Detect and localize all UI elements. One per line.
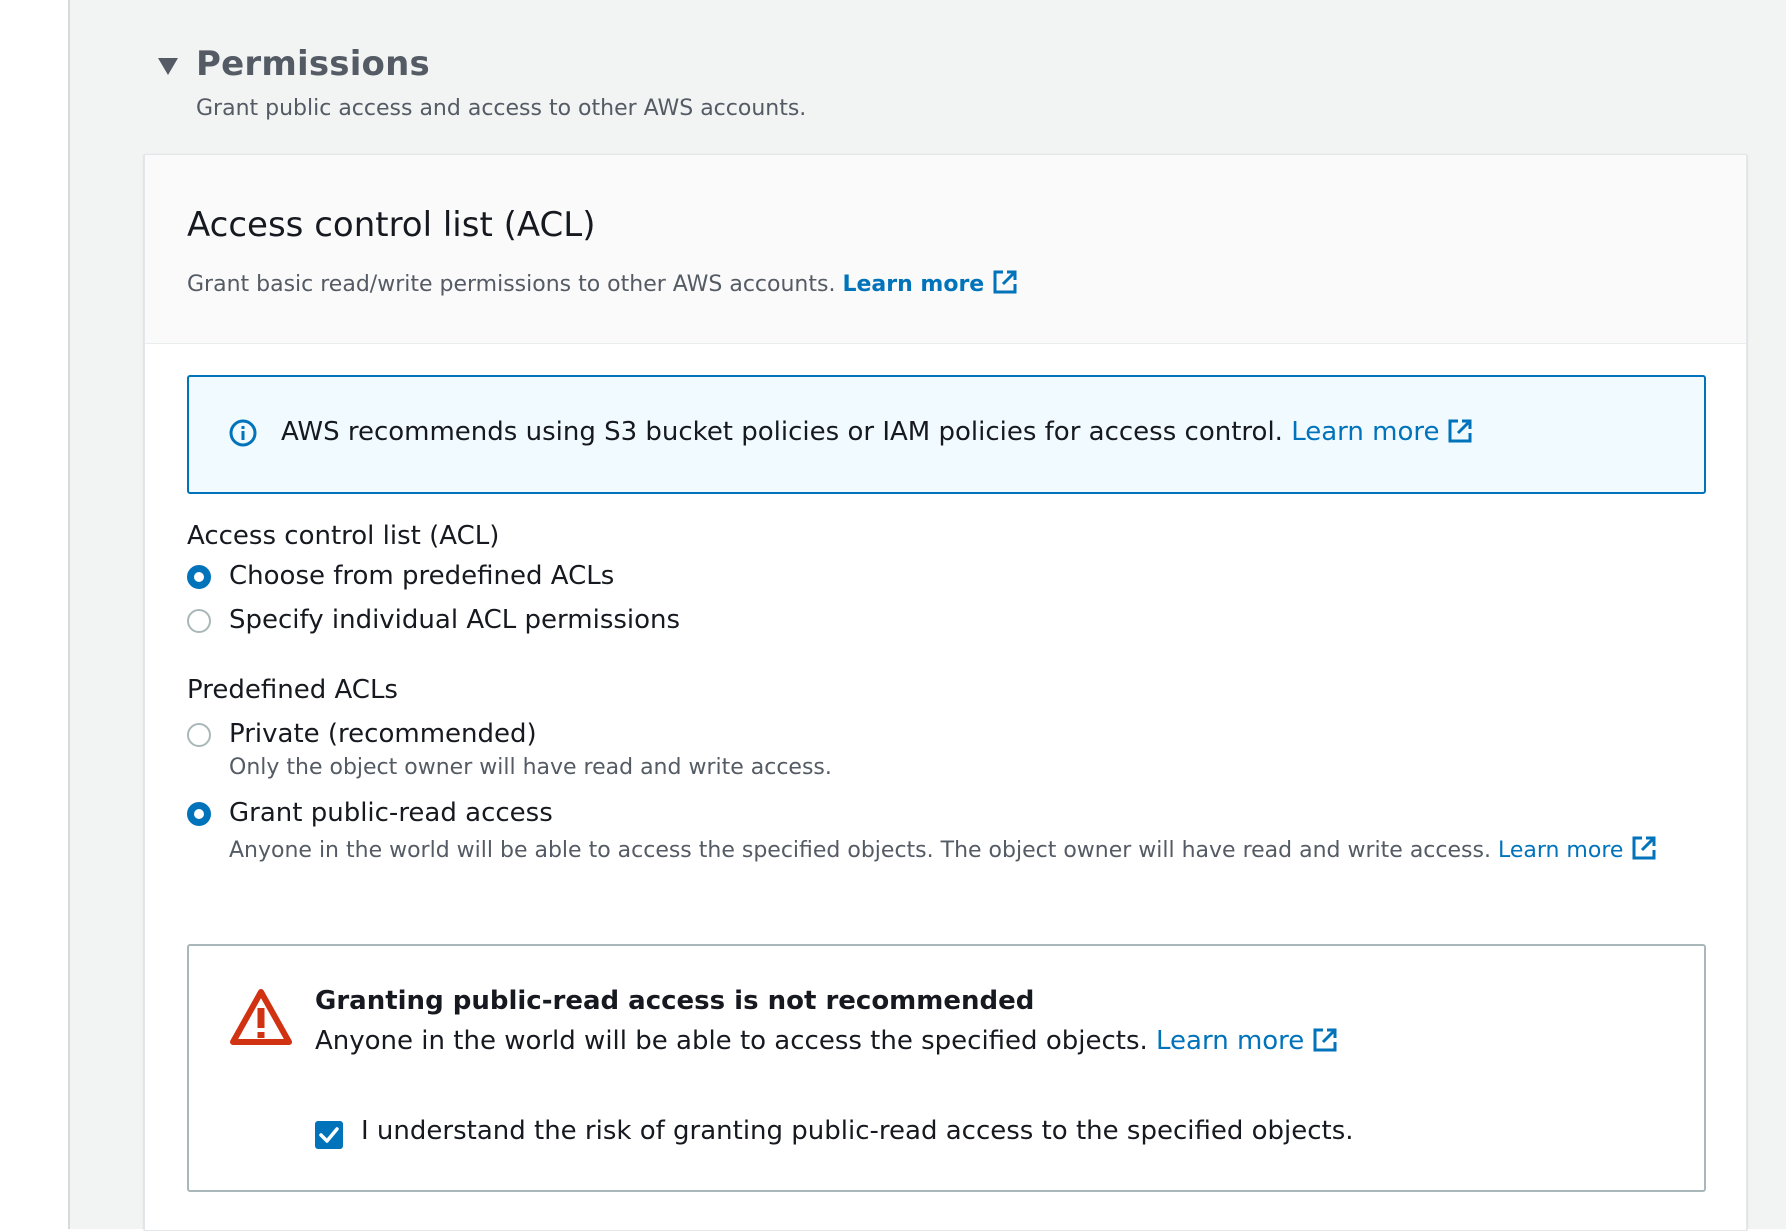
info-alert [187,375,1706,494]
radio-label[interactable]: Choose from predefined ACLs [229,561,615,591]
external-link-icon[interactable] [1447,418,1473,444]
acl-container [144,154,1747,1231]
info-circle-icon [229,419,257,447]
radio-button[interactable] [187,609,211,633]
warning-alert [187,944,1706,1192]
warning-text: Anyone in the world will be able to access the specified objects. [315,1026,1148,1056]
acl-description [187,269,1018,297]
radio-description: Anyone in the world will be able to access the specified objects. The object owner will have read and write access. [229,838,1491,863]
acl-mode-label: Access control list (ACL) [187,521,500,551]
radio-button-selected[interactable] [187,802,211,826]
checkmark-icon [315,1121,343,1149]
acl-container-header [145,155,1746,344]
radio-description: Only the object owner will have read and write access. [229,755,832,780]
external-link-icon[interactable] [1312,1027,1338,1053]
warning-learn-more-link[interactable] [1156,1026,1338,1056]
warning-title: Granting public-read access is not recommended [315,986,1035,1016]
predefined-acls-label: Predefined ACLs [187,675,398,705]
acl-description-text: Grant basic read/write permissions to other AWS accounts. [187,272,836,297]
radio-button[interactable] [187,723,211,747]
acl-title: Access control list (ACL) [187,205,596,245]
info-learn-more-link[interactable] [1291,417,1473,447]
acl-learn-more-link[interactable] [842,272,1018,297]
external-link-icon[interactable] [992,269,1018,295]
public-read-learn-more-label[interactable]: Learn more [1497,838,1624,863]
permissions-title: Permissions [196,44,430,84]
info-learn-more-label[interactable]: Learn more [1291,417,1440,447]
radio-label[interactable]: Grant public-read access [229,798,553,828]
info-alert-message: AWS recommends using S3 bucket policies or IAM policies for access control. [281,417,1283,447]
permissions-description: Grant public access and access to other AWS accounts. [196,96,807,121]
radio-button-selected[interactable] [187,565,211,589]
external-link-icon[interactable] [1631,835,1657,861]
warning-triangle-icon [229,988,293,1046]
warning-learn-more-label[interactable]: Learn more [1156,1026,1305,1056]
caret-down-icon[interactable] [158,58,178,75]
info-alert-text [281,417,1473,447]
radio-description-line [229,835,1657,863]
radio-label[interactable]: Specify individual ACL permissions [229,605,681,635]
public-read-learn-more-link[interactable] [1498,838,1657,863]
acknowledge-label[interactable]: I understand the risk of granting public-read access to the specified objects. [361,1116,1354,1146]
warning-text-line [315,1026,1338,1056]
acknowledge-checkbox[interactable] [315,1121,343,1149]
acl-learn-more-label[interactable]: Learn more [842,272,985,297]
radio-label[interactable]: Private (recommended) [229,719,537,749]
